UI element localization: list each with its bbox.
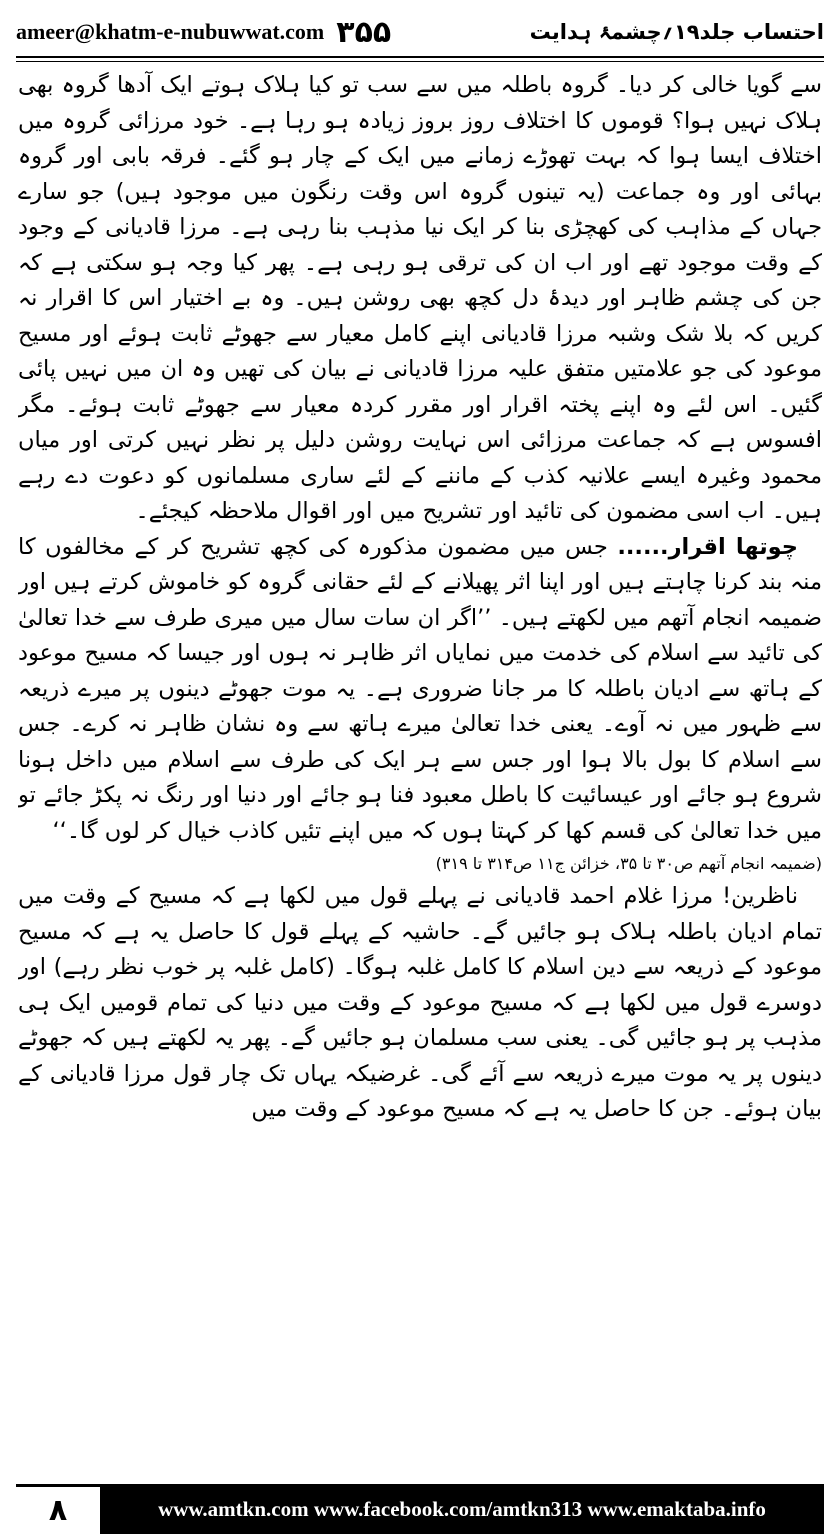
page-header (16, 8, 824, 56)
header-page-number: ۳۵۵ (336, 14, 392, 50)
paragraph-3: ناظرین! مرزا غلام احمد قادیانی نے پہلے قول میں لکھا ہے کہ مسیح کے وقت میں تمام ادیان باطلہ ہلاک ہو جائیں گے۔ حاشیہ کے پہلے قول کا حاصل یہ ہے کہ مسیح موعود کے ذریعہ سے دین اسلام کا کامل غلبہ ہوگا۔ (کامل غلبہ پر خوب نظر رہے) اور دوسرے قول میں لکھا ہے کہ مسیح موعود کے وقت میں دنیا کی تمام قومیں ایک ہی مذہب پر ہو جائیں گی۔ یعنی سب مسلمان ہو جائیں گے۔ پھر یہ لکھتے ہیں کہ جھوٹے دینوں پر یہ موت میرے ذریعہ سے آئے گی۔ غرضیکہ یہاں تک چار قول مرزا قادیانی کے بیان ہوئے۔ جن کا حاصل یہ ہے کہ مسیح موعود کے وقت میں (18, 883, 822, 1122)
paragraph-1: سے گویا خالی کر دیا۔ گروہ باطلہ میں سے سب تو کیا ہلاک ہوتے ایک آدھا گروہ بھی ہلاک نہیں ہوا؟ قوموں کا اختلاف روز بروز زیادہ ہو رہا ہے۔ خود مرزائی گروہ میں اختلاف ایسا ہوا کہ بہت تھوڑے زمانے میں ایک کے چار ہو گئے۔ فرقہ بابی اور گروہ بہائی اور وہ جماعت (یہ تینوں گروہ اس وقت رنگون میں موجود ہیں) جو سارے جہاں کے مذاہب کی کھچڑی بنا کر ایک نیا مذہب بنا رہی ہے۔ مرزا قادیانی کے وجود کے وقت موجود تھے اور اب ان کی ترقی ہو رہی ہے۔ پھر کیا وجہ ہو سکتی ہے کہ جن کی چشم ظاہر اور دیدۂ دل کچھ بھی روشن ہیں۔ وہ بے اختیار اس کا اقرار نہ کریں کہ بلا شک وشبہ مرزا قادیانی اپنے کامل معیار سے جھوٹے ثابت ہوئے اور مسیح موعود کی جو علامتیں متفق علیہ مرزا قادیانی نے بیان کی تھیں وہ ان میں نہیں پائی گئیں۔ اس لئے وہ اپنے پختہ اقرار اور مقرر کردہ معیار سے جھوٹے ثابت ہوئے۔ مگر افسوس ہے کہ جماعت مرزائی اس نہایت روشن دلیل پر نظر نہیں کرتی اور میاں محمود وغیرہ ایسے علانیہ کذب کے ماننے کے لئے ساری مسلمانوں کو دعوت دے رہے ہیں۔ اب اسی مضمون کی تائید اور تشریح میں اور اقوال ملاحظہ کیجئے۔ (18, 72, 822, 524)
paragraph-2 (18, 530, 822, 850)
article-body (18, 68, 822, 1470)
header-book-title: احتساب جلد۱۹؍چشمۂ ہدایت (529, 20, 824, 44)
header-left (16, 15, 391, 50)
header-rule-thin (16, 61, 824, 62)
citation-reference: (ضمیمہ انجام آتھم ص۳۰ تا ۳۵، خزائن ج۱۱ ص۳۱۴ تا ۳۱۹) (435, 854, 822, 873)
paragraph-2-text: جس میں مضمون مذکورہ کی کچھ تشریح کر کے مخالفوں کا منہ بند کرنا چاہتے ہیں اور اپنا اثر پھیلانے کے لئے حقانی گروہ کو خاموش کرتے ہیں اور ضمیمہ انجام آتھم میں لکھتے ہیں۔ ’’اگر ان سات سال میں میری طرف سے خدا تعالیٰ کی تائید سے اسلام کی خدمت میں نمایاں اثر ظاہر نہ ہوں اور جیسا کہ مسیح موعود کے ہاتھ سے ادیان باطلہ کا مر جانا ضروری ہے۔ یہ موت جھوٹے دینوں پر میرے ذریعہ سے ظہور میں نہ آوے۔ یعنی خدا تعالیٰ میرے ہاتھ سے وہ نشان ظاہر نہ کرے۔ جس سے اسلام کا بول بالا ہوا اور جس سے ہر ایک کی طرف سے اسلام میں داخل ہونا شروع ہو جائے اور عیسائیت کا باطل معبود فنا ہو جائے اور دنیا اور رنگ نہ پکڑ جائے تو میں خدا تعالیٰ کی قسم کھا کر کہتا ہوں کہ میں اپنے تئیں کاذب خیال کر لوں گا۔‘‘ (18, 533, 822, 844)
paragraph-2-lead: چوتھا اقرار...... (617, 533, 798, 560)
header-email[interactable]: ameer@khatm-e-nubuwwat.com (16, 19, 325, 44)
footer-page-number: ۸ (16, 1484, 100, 1534)
footer-links[interactable]: www.amtkn.com www.facebook.com/amtkn313 www.emaktaba.info (100, 1484, 824, 1534)
header-rule (16, 56, 824, 58)
page-footer (16, 1484, 824, 1534)
